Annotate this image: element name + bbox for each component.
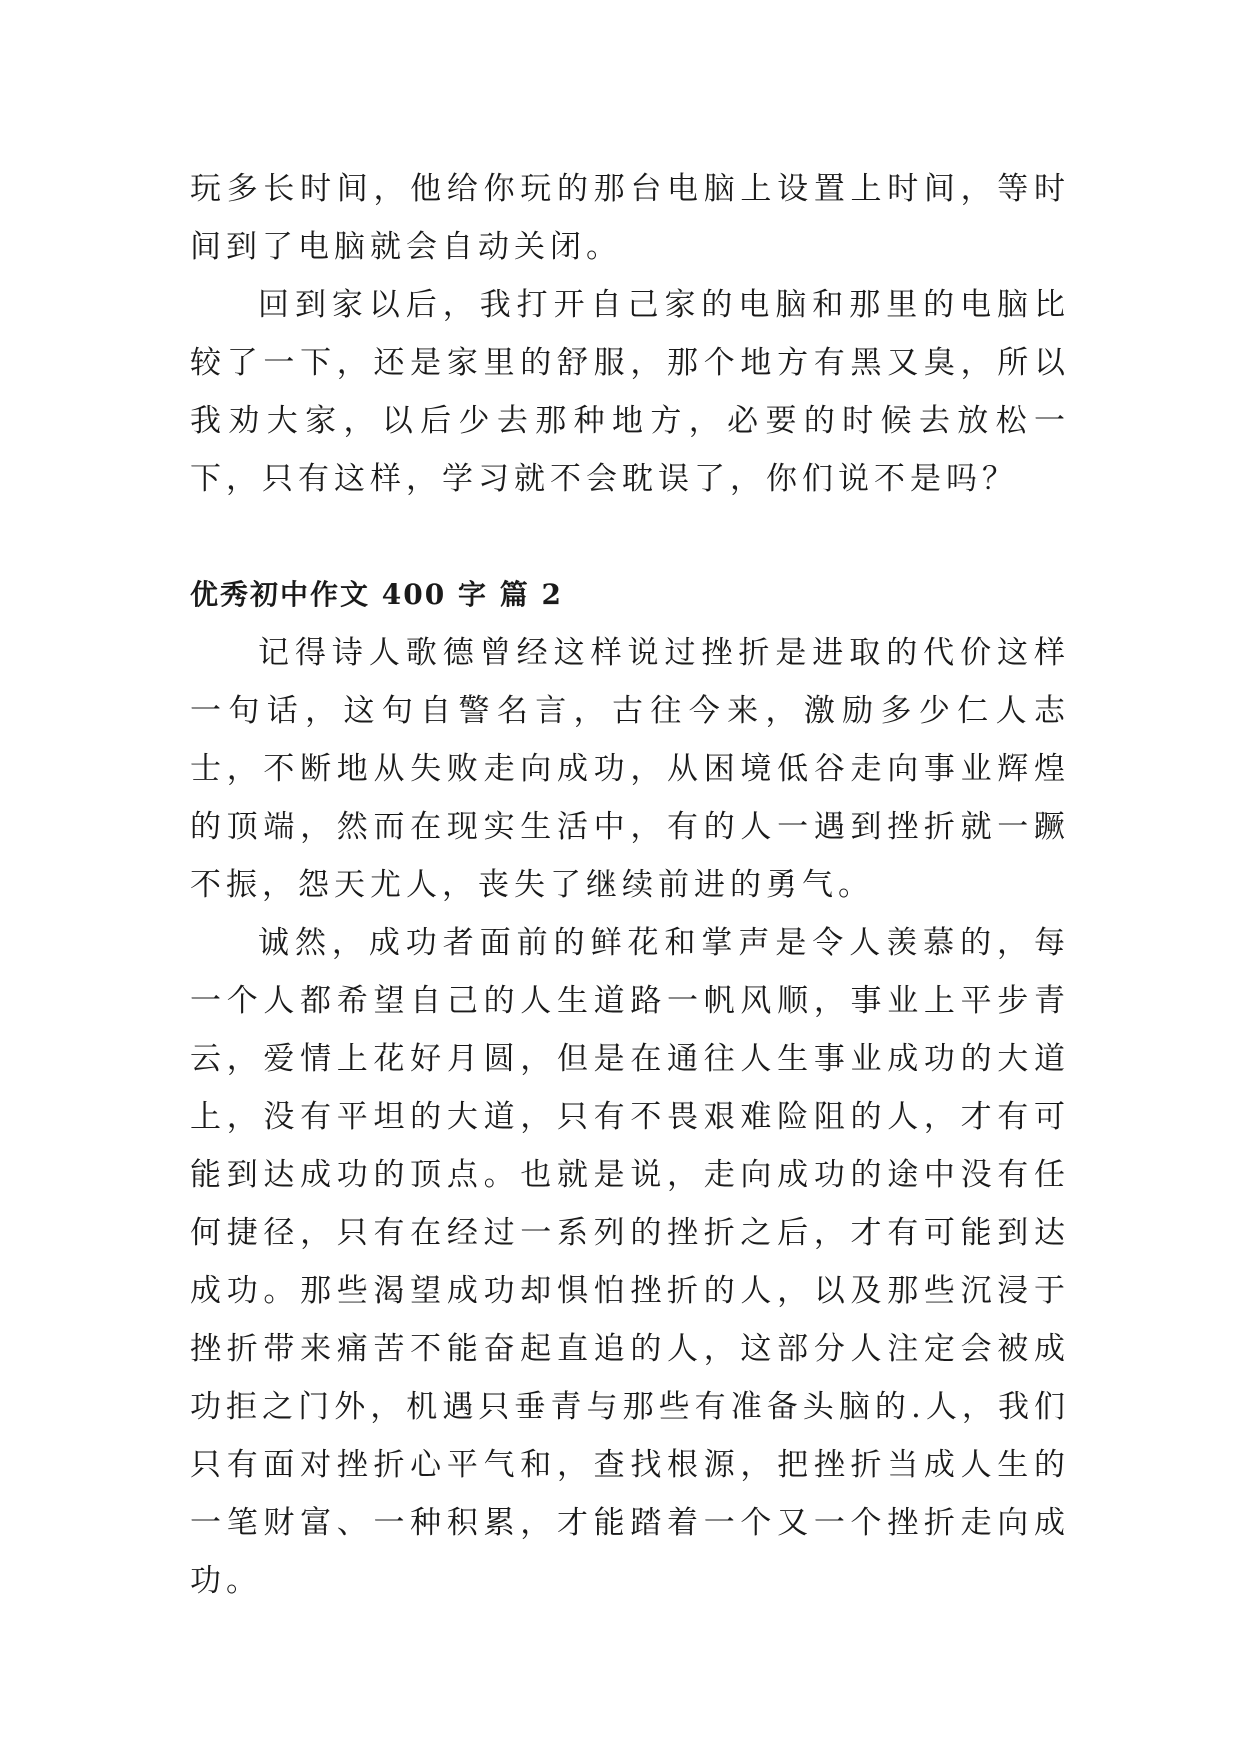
section-title: 优秀初中作文 400 字 篇 2 [190, 578, 563, 611]
paragraph-goethe-quote: 记得诗人歌德曾经这样说过挫折是进取的代价这样一句话，这句自警名言，古往今来，激励多少仁人志士，不断地从失败走向成功，从困境低谷走向事业辉煌的顶端，然而在现实生活中，有的人一遇到挫折就一蹶不振，怨天尤人，丧失了继续前进的勇气。 [190, 635, 1070, 903]
paragraph-success-setbacks: 诚然，成功者面前的鲜花和掌声是令人羡慕的，每一个人都希望自己的人生道路一帆风顺，事业上平步青云，爱情上花好月圆，但是在通往人生事业成功的大道上，没有平坦的大道，只有不畏艰难险阻的人，才有可能到达成功的顶点。也就是说，走向成功的途中没有任何捷径，只有在经过一系列的挫折之后，才有可能到达成功。那些渴望成功却惧怕挫折的人，以及那些沉浸于挫折带来痛苦不能奋起直追的人，这部分人注定会被成功拒之门外，机遇只垂青与那些有准备头脑的.人，我们只有面对挫折心平气和，查找根源，把挫折当成人生的一笔财富、一种积累，才能踏着一个又一个挫折走向成功。 [190, 925, 1070, 1599]
document-body [190, 160, 1070, 1610]
paragraph-continued: 玩多长时间，他给你玩的那台电脑上设置上时间，等时间到了电脑就会自动关闭。 [190, 171, 1070, 265]
paragraph-return-home: 回到家以后，我打开自己家的电脑和那里的电脑比较了一下，还是家里的舒服，那个地方有黑又臭，所以我劝大家，以后少去那种地方，必要的时候去放松一下，只有这样，学习就不会耽误了，你们说不是吗？ [190, 287, 1070, 497]
